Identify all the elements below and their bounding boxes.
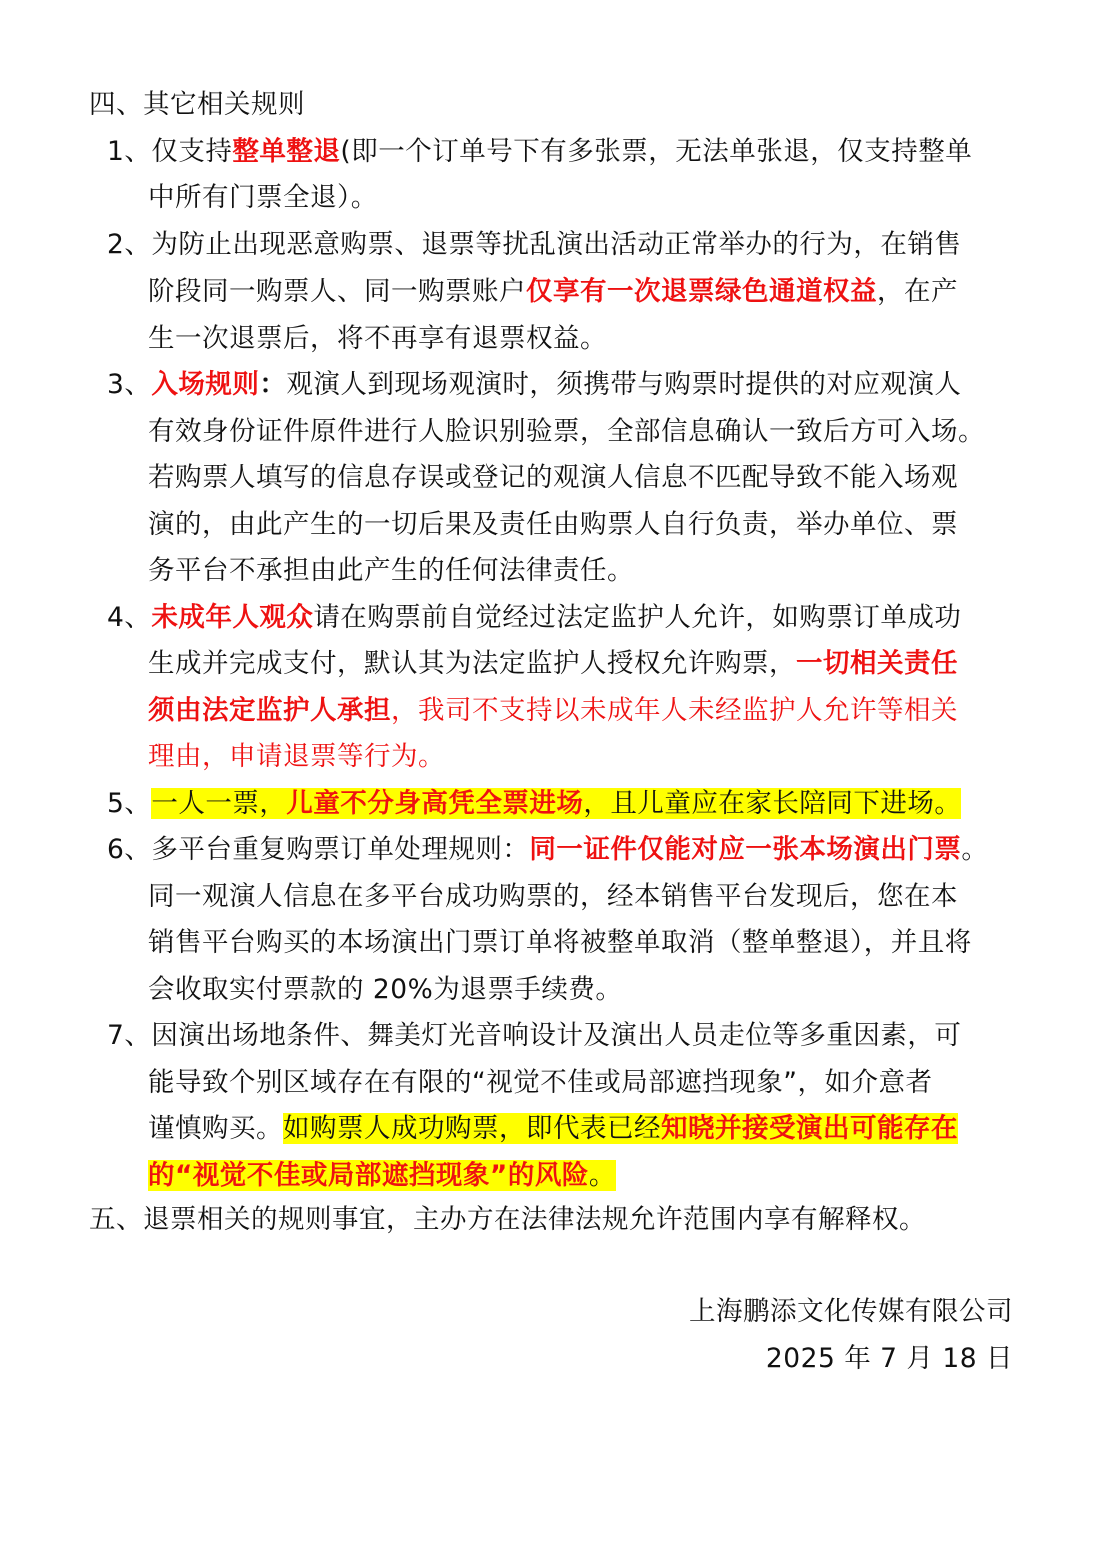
rule-2-text: 为防止出现恶意购票、退票等扰乱演出活动正常举办的行为，在销售 [151,229,962,260]
rule-7-emphasis: 知晓并接受演出可能存在 [661,1113,958,1144]
rule-4-text: 生成并完成支付，默认其为法定监护人授权允许购票， [148,648,796,679]
rule-4-line-2 [148,641,958,687]
rule-2-number: 2、 [107,229,152,260]
rule-3-line-4: 演的，由此产生的一切后果及责任由购票人自行负责，举办单位、票 [148,509,958,540]
rule-5-emphasis: 儿童不分身高凭全票进场 [286,788,584,819]
rule-6-line-2: 同一观演人信息在多平台成功购票的，经本销售平台发现后，您在本 [148,881,958,912]
section-5-heading: 五、退票相关的规则事宜，主办方在法律法规允许范围内享有解释权。 [89,1204,926,1235]
rule-7-number: 7、 [107,1020,152,1051]
company-name: 上海鹏添文化传媒有限公司 [689,1296,1013,1327]
rule-7-highlight [148,1160,616,1191]
rule-3-line-3: 若购票人填写的信息存误或登记的观演人信息不匹配导致不能入场观 [148,462,958,493]
rule-5-text: 一人一票， [151,788,287,819]
rule-7-text: 。 [588,1160,616,1191]
rule-3-line-2: 有效身份证件原件进行人脸识别验票，全部信息确认一致后方可入场。 [148,416,985,447]
rule-3-number: 3、 [107,369,152,400]
rule-3-line-1 [107,362,961,408]
rule-2-text: 阶段同一购票人、同一购票账户 [148,276,526,307]
rule-7-text: 如购票人成功购票，即代表已经 [283,1113,661,1144]
rule-3-text: 观演人到现场观演时，须携带与购票时提供的对应观演人 [286,369,962,400]
rule-4-line-1 [107,595,961,641]
rule-2-line-1 [107,222,961,268]
rule-6-text: 多平台重复购票订单处理规则： [151,834,530,865]
rule-1-line-1 [107,129,972,175]
rule-7-line-3 [148,1106,958,1152]
rule-4-emphasis: 一切相关责任 [796,648,958,679]
rule-7-line-4 [148,1153,616,1199]
section-4-heading: 四、其它相关规则 [89,89,305,120]
rule-2-line-3: 生一次退票后，将不再享有退票权益。 [148,323,607,354]
rule-7-text: 谨慎购买。 [148,1113,283,1144]
rule-3-emphasis: 入场规则 [151,369,260,400]
rule-6-number: 6、 [107,834,152,865]
rule-4-text: 请在购票前自觉经过法定监护人允许，如购票订单成功 [313,602,962,633]
rule-7-line-2: 能导致个别区域存在有限的“视觉不佳或局部遮挡现象”，如介意者 [148,1067,933,1098]
rule-1-number: 1、 [107,136,152,167]
rule-2-text: ，在产 [877,276,958,307]
rule-6-emphasis: 同一证件仅能对应一张本场演出门票 [529,834,962,865]
rule-5-number: 5、 [107,788,152,819]
rule-7-text: 因演出场地条件、舞美灯光音响设计及演出人员走位等多重因素，可 [151,1020,962,1051]
rule-5-text: ，且儿童应在家长陪同下进场。 [583,788,962,819]
rule-1-text: (即一个订单号下有多张票，无法单张退，仅支持整单 [340,136,973,167]
rule-4-emphasis: 未成年人观众 [151,602,314,633]
rule-1-line-2: 中所有门票全退）。 [148,182,378,213]
rule-4-red-text: ，我司不支持以未成年人未经监护人允许等相关 [391,695,958,726]
rule-6-line-4: 会收取实付票款的 20%为退票手续费。 [148,974,623,1005]
rule-7-line-1 [107,1013,961,1059]
rule-3-colon: ： [259,369,287,400]
document-date: 2025 年 7 月 18 日 [765,1343,1013,1374]
rule-1-emphasis: 整单整退 [232,136,341,167]
rule-4-number: 4、 [107,602,152,633]
rule-6-text: 。 [961,834,989,865]
rule-4-line-4: 理由，申请退票等行为。 [148,741,445,772]
rule-7-highlight [283,1113,958,1144]
rule-2-emphasis: 仅享有一次退票绿色通道权益 [526,276,877,307]
rule-7-emphasis: 的“视觉不佳或局部遮挡现象”的风险 [148,1160,589,1191]
rule-4-line-3 [148,688,958,734]
rule-5-line-1 [107,781,961,827]
rule-1-text: 仅支持 [151,136,233,167]
rule-2-line-2 [148,269,958,315]
rule-4-emphasis: 须由法定监护人承担 [148,695,391,726]
rule-6-line-1 [107,827,988,873]
rule-6-line-3: 销售平台购买的本场演出门票订单将被整单取消（整单整退），并且将 [148,927,972,958]
rule-5-highlight [151,788,961,819]
rule-3-line-5: 务平台不承担由此产生的任何法律责任。 [148,555,634,586]
